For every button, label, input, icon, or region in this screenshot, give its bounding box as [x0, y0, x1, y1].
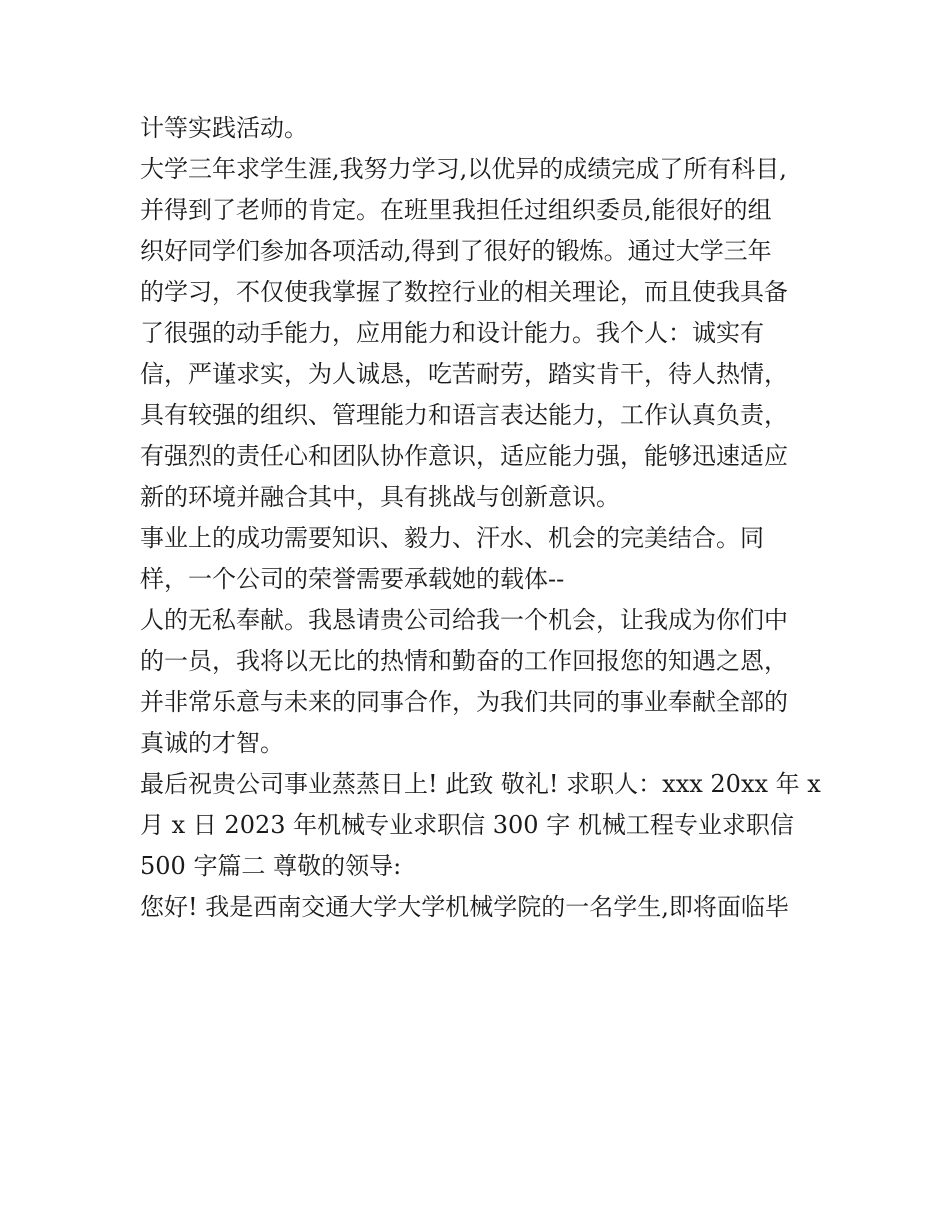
- text-line-6: 了很强的动手能力，应用能力和设计能力。我个人：诚实有: [140, 319, 764, 347]
- text-line-14: 的一员，我将以无比的热情和勤奋的工作回报您的知遇之恩，: [140, 647, 788, 675]
- text-line-20: 您好! 我是西南交通大学大学机械学院的一名学生,即将面临毕: [140, 893, 789, 921]
- text-line-5: 的学习，不仅使我掌握了数控行业的相关理论，而且使我具备: [140, 278, 788, 306]
- text-line-11: 事业上的成功需要知识、毅力、汗水、机会的完美结合。同: [140, 524, 764, 552]
- text-line-8: 具有较强的组织、管理能力和语言表达能力，工作认真负责，: [140, 401, 788, 429]
- text-line-7: 信，严谨求实，为人诚恳，吃苦耐劳，踏实肯干，待人热情，: [140, 360, 788, 388]
- text-line-1: 计等实践活动。: [140, 114, 308, 142]
- text-line-16: 真诚的才智。: [140, 729, 284, 757]
- document-body: [140, 108, 820, 928]
- text-line-18: 月 x 日 2023 年机械专业求职信 300 字 机械工程专业求职信: [140, 811, 794, 839]
- text-line-17: 最后祝贵公司事业蒸蒸日上! 此致 敬礼! 求职人：xxx 20xx 年 x: [140, 770, 821, 798]
- text-line-15: 并非常乐意与未来的同事合作，为我们共同的事业奉献全部的: [140, 688, 788, 716]
- text-line-10: 新的环境并融合其中，具有挑战与创新意识。: [140, 483, 620, 511]
- text-line-9: 有强烈的责任心和团队协作意识，适应能力强，能够迅速适应: [140, 442, 788, 470]
- text-line-13: 人的无私奉献。我恳请贵公司给我一个机会，让我成为你们中: [140, 606, 788, 634]
- text-line-2: 大学三年求学生涯,我努力学习,以优异的成绩完成了所有科目,: [140, 155, 787, 183]
- text-line-19: 500 字篇二 尊敬的领导:: [140, 852, 402, 880]
- text-line-3: 并得到了老师的肯定。在班里我担任过组织委员,能很好的组: [140, 196, 772, 224]
- text-line-4: 织好同学们参加各项活动,得到了很好的锻炼。通过大学三年: [140, 237, 772, 265]
- text-line-12: 样，一个公司的荣誉需要承载她的载体--: [140, 565, 565, 593]
